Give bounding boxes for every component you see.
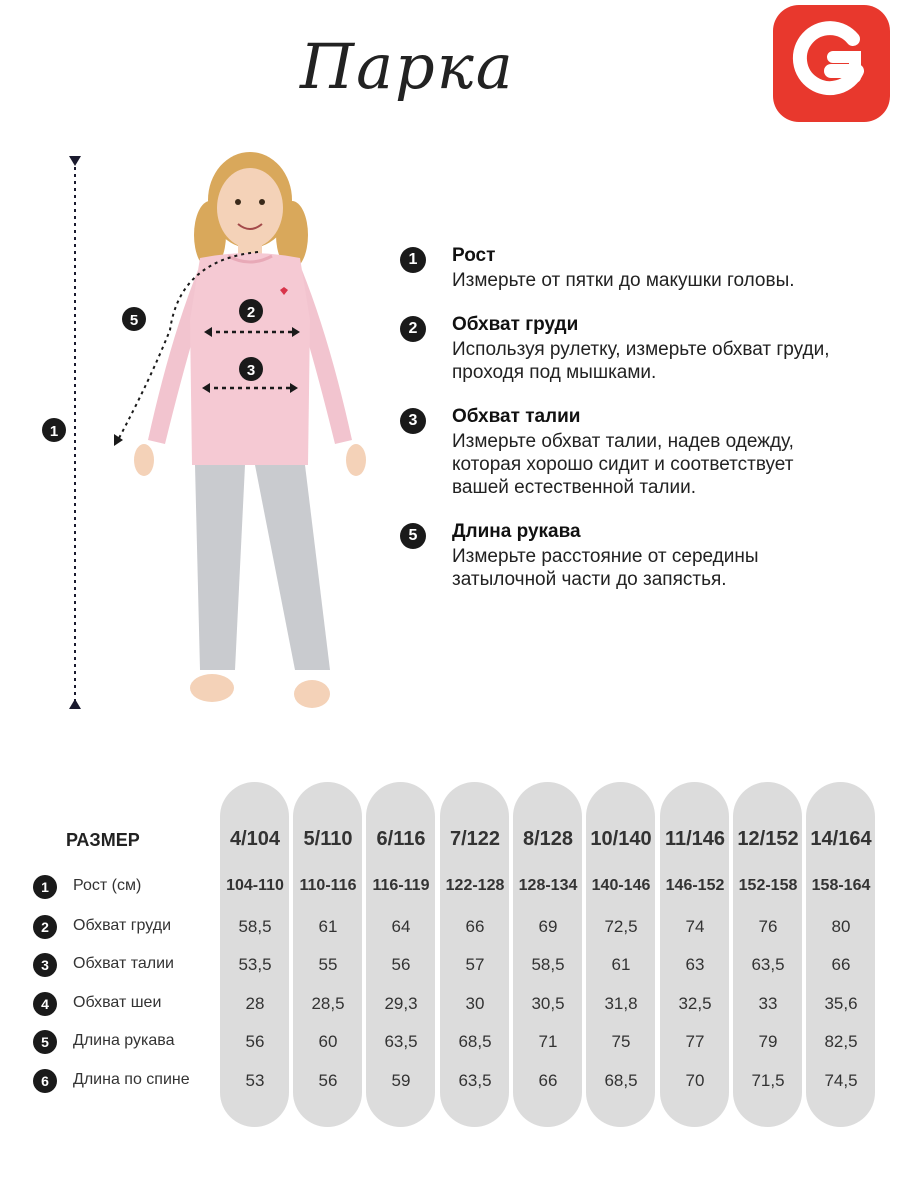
table-cell: 58,5 [238,917,272,936]
table-cell: 63,5 [751,955,785,974]
table-cell: 56 [391,955,411,974]
size-header: 4/104 [229,828,281,850]
instruction-title: Обхват груди [452,314,579,335]
table-cell: 66 [831,955,851,974]
row-number: 1 [33,875,57,899]
table-cell: 55 [318,955,338,974]
row-number: 2 [33,915,57,939]
table-cell: 28,5 [311,994,345,1013]
table-cell: 56 [245,1032,265,1051]
table-cell: 60 [318,1032,338,1051]
marker-waist: 3 [246,362,256,379]
row-number: 4 [33,992,57,1016]
size-header: 5/110 [303,828,353,850]
table-cell: 140-146 [591,877,651,894]
table-cell: 74,5 [824,1071,858,1090]
table-cell: 53,5 [238,955,272,974]
size-header: 7/122 [449,828,501,850]
page-title: Парка [300,30,515,103]
table-cell: 69 [538,917,558,936]
instruction-number: 2 [400,316,426,342]
table-cell: 29,3 [384,994,418,1013]
table-cell: 59 [391,1071,411,1090]
marker-height: 1 [49,423,59,440]
instruction-title: Длина рукава [452,521,581,542]
instruction-title: Рост [452,245,496,266]
table-cell: 116-119 [372,877,430,894]
table-cell: 31,8 [604,994,638,1013]
table-cell: 28 [245,994,265,1013]
instruction-description: Используя рулетку, измерьте обхват груди, проходя под мышками. [452,339,830,383]
table-cell: 63 [685,955,705,974]
table-cell: 79 [758,1032,778,1051]
size-header: 10/140 [590,828,652,850]
row-label: Длина по спине [73,1071,190,1088]
table-cell: 30,5 [531,994,565,1013]
table-cell: 146-152 [665,877,725,894]
size-header: 12/152 [737,828,799,850]
table-cell: 32,5 [678,994,712,1013]
table-cell: 75 [611,1032,631,1051]
instruction-title: Обхват талии [452,406,581,427]
table-cell: 74 [685,917,705,936]
table-cell: 61 [611,955,631,974]
row-label: Обхват шеи [73,994,162,1011]
table-cell: 30 [465,994,485,1013]
size-header: 6/116 [376,828,426,850]
size-header: 11/146 [664,828,726,850]
table-cell: 35,6 [824,994,858,1013]
table-cell: 71,5 [751,1071,785,1090]
size-header: 14/164 [810,828,872,850]
row-number: 6 [33,1069,57,1093]
table-cell: 56 [318,1071,338,1090]
table-cell: 77 [685,1032,705,1051]
table-cell: 53 [245,1071,265,1090]
table-cell: 122-128 [445,877,505,894]
table-cell: 66 [465,917,485,936]
table-cell: 82,5 [824,1032,858,1051]
instruction-number: 3 [400,408,426,434]
table-cell: 110-116 [299,877,357,894]
table-cell: 57 [465,955,485,974]
row-label: Длина рукава [73,1032,175,1049]
table-cell: 128-134 [518,877,578,894]
size-header: 8/128 [522,828,574,850]
table-cell: 68,5 [458,1032,492,1051]
instruction-number: 5 [400,523,426,549]
table-cell: 72,5 [604,917,638,936]
table-cell: 33 [758,994,778,1013]
marker-chest: 2 [246,304,256,321]
table-cell: 63,5 [458,1071,492,1090]
table-cell: 64 [391,917,411,936]
row-label: Обхват талии [73,955,174,972]
table-cell: 152-158 [738,877,798,894]
size-header-label: РАЗМЕР [66,830,140,850]
table-cell: 104-110 [226,877,284,894]
table-cell: 68,5 [604,1071,638,1090]
child-illustration [30,140,410,730]
row-label: Рост (см) [73,877,142,894]
table-cell: 66 [538,1071,558,1090]
table-cell: 58,5 [531,955,565,974]
table-cell: 71 [538,1032,558,1051]
table-cell: 76 [758,917,778,936]
brand-logo-icon [773,5,890,122]
row-label: Обхват груди [73,917,172,934]
table-cell: 158-164 [811,877,871,894]
instruction-number: 1 [400,247,426,273]
row-number: 3 [33,953,57,977]
table-cell: 63,5 [384,1032,418,1051]
table-cell: 80 [831,917,851,936]
instruction-description: Измерьте от пятки до макушки головы. [452,270,795,291]
row-number: 5 [33,1030,57,1054]
marker-sleeve: 5 [129,312,139,329]
instruction-description: Измерьте обхват талии, надев одежду, которая хорошо сидит и соответствует вашей естественной талии. [452,431,794,498]
instruction-description: Измерьте расстояние от середины затылочной части до запястья. [452,546,759,590]
table-cell: 70 [685,1071,705,1090]
table-cell: 61 [318,917,338,936]
